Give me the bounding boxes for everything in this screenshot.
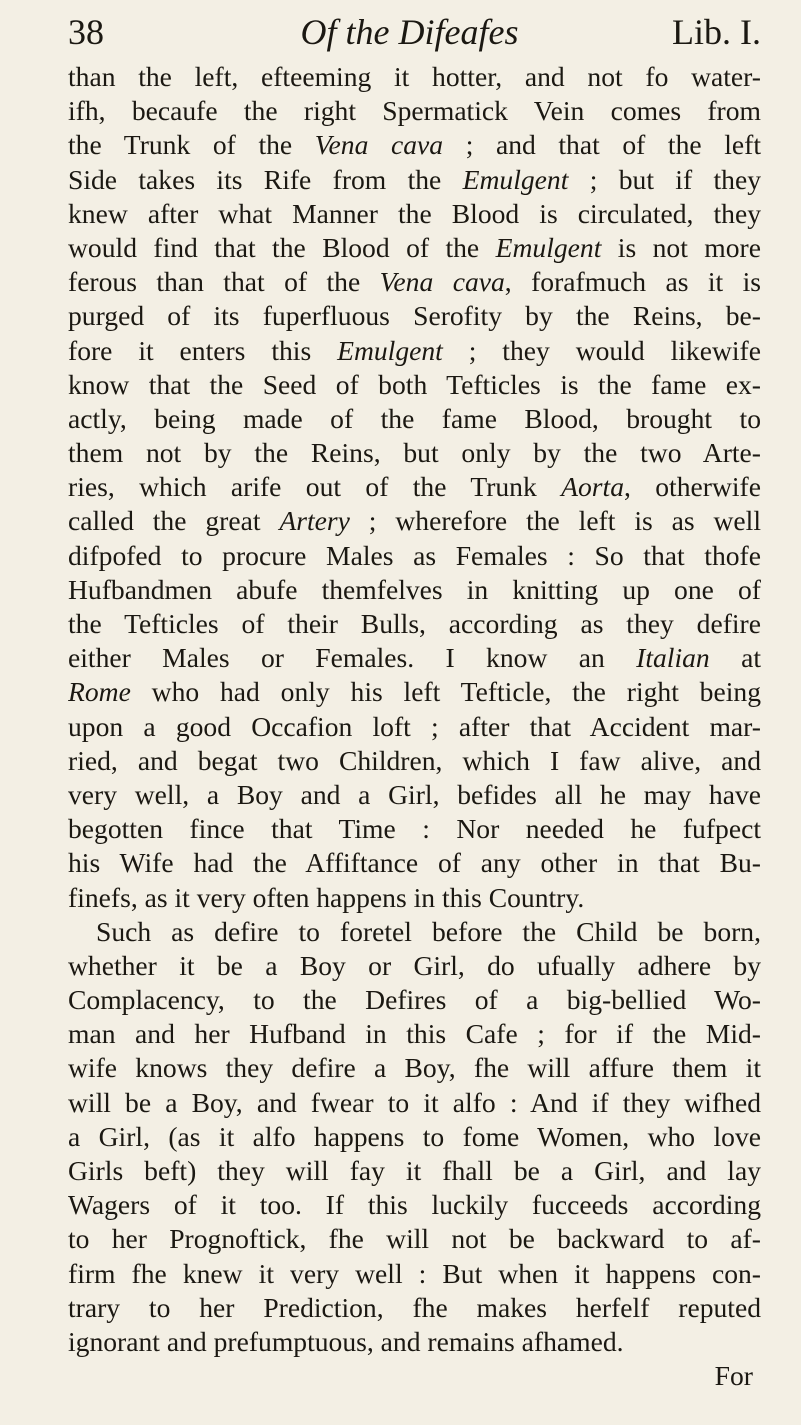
text-run: is not more	[601, 231, 761, 263]
text-line	[68, 334, 761, 368]
text-run: Wagers of it too. If this luckily fucceeds according	[68, 1189, 761, 1221]
text-line	[68, 1154, 761, 1188]
text-line	[68, 915, 761, 949]
catchword: For	[714, 1360, 753, 1392]
italic-text: Rome	[68, 676, 131, 708]
text-line	[68, 1051, 761, 1085]
text-run: wife knows they defire a Boy, fhe will affure them it	[68, 1052, 761, 1084]
text-line	[68, 470, 761, 504]
italic-text: Emulgent	[495, 231, 602, 263]
book-number: Lib. I.	[672, 12, 761, 52]
text-line	[68, 881, 761, 915]
text-run: Complacency, to the Defires of a big-bellied Wo-	[68, 984, 761, 1016]
text-run: firm fhe knew it very well : But when it happens con-	[68, 1257, 761, 1289]
text-line	[68, 641, 761, 675]
italic-text: Italian	[636, 642, 710, 674]
text-line	[68, 983, 761, 1017]
italic-text: Emulgent	[337, 334, 443, 366]
text-run: ignorant and prefumptuous, and remains afhamed.	[68, 1325, 624, 1357]
text-line	[68, 1017, 761, 1051]
text-line	[68, 163, 761, 197]
text-line	[68, 1291, 761, 1325]
text-run: who had only his left Tefticle, the right being	[130, 676, 761, 708]
text-line	[68, 197, 761, 231]
text-run: ; they would likewife	[442, 334, 761, 366]
text-line	[68, 1188, 761, 1222]
text-run: upon a good Occafion loft ; after that Accident mar-	[68, 710, 761, 742]
text-line	[68, 128, 761, 162]
text-line	[68, 94, 761, 128]
text-run: difpofed to procure Males as Females : So that thofe	[68, 539, 761, 571]
text-run: the Tefticles of their Bulls, according as they defire	[68, 608, 761, 639]
text-run: finefs, as it very often happens in this Country.	[68, 881, 585, 913]
text-run: either Males or Females. I know an	[68, 642, 637, 674]
text-run: to her Prognoftick, fhe will not be backward to af-	[68, 1223, 761, 1255]
text-line	[68, 265, 761, 299]
running-head	[68, 6, 761, 58]
text-line	[68, 812, 761, 846]
text-run: begotten fince that Time : Nor needed he fufpect	[68, 813, 761, 845]
text-run: than the left, efteeming it hotter, and not fo water-	[68, 61, 761, 92]
text-line	[68, 607, 761, 641]
text-line	[68, 436, 761, 470]
text-run: them not by the Reins, but only by the two Arte-	[68, 437, 761, 469]
text-run: the Trunk of the	[68, 129, 315, 161]
text-run: ; and that of the left	[443, 129, 761, 161]
italic-text: Vena cava	[379, 266, 505, 298]
italic-text: Emulgent	[462, 163, 569, 195]
text-line	[68, 1257, 761, 1291]
text-run: called the great	[68, 505, 280, 537]
page-number: 38	[68, 12, 104, 52]
text-run: trary to her Prediction, fhe makes herfelf reputed	[68, 1291, 761, 1323]
text-run: ifh, becaufe the right Spermatick Vein comes from	[68, 95, 761, 127]
text-run: his Wife had the Affiftance of any other in that Bu-	[68, 847, 761, 879]
text-run: whether it be a Boy or Girl, do ufually adhere by	[68, 949, 761, 981]
text-line	[68, 539, 761, 573]
text-line	[68, 402, 761, 436]
text-run: know that the Seed of both Tefticles is the fame ex-	[68, 368, 761, 400]
text-line	[68, 744, 761, 778]
text-run: ries, which arife out of the Trunk	[68, 471, 562, 503]
text-run: actly, being made of the fame Blood, brought to	[68, 402, 761, 434]
text-run: ried, and begat two Children, which I faw alive, and	[68, 744, 761, 776]
text-run: will be a Boy, and fwear to it alfo : And if they wifhed	[68, 1086, 761, 1118]
text-run: Girls beft) they will fay it fhall be a Girl, and lay	[68, 1155, 761, 1186]
text-run: ; wherefore the left is as well	[349, 505, 761, 537]
running-title: Of the Difeafes	[300, 12, 519, 52]
text-run: ; but if they	[568, 163, 761, 195]
text-run: Such as defire to foretel before the Child be born,	[96, 915, 761, 947]
text-run: man and her Hufband in this Cafe ; for if the Mid-	[68, 1018, 761, 1050]
text-line	[68, 573, 761, 607]
text-line	[68, 368, 761, 402]
text-line	[68, 1086, 761, 1120]
text-run: , forafmuch as it is	[504, 266, 761, 298]
text-line	[68, 231, 761, 265]
text-line	[68, 949, 761, 983]
text-run: a Girl, (as it alfo happens to fome Women, who love	[68, 1120, 761, 1152]
text-line	[68, 299, 761, 333]
text-run: fore it enters this	[68, 334, 338, 366]
text-run: Side takes its Rife from the	[68, 163, 463, 195]
italic-text: Vena cava	[314, 129, 444, 161]
body-text	[68, 60, 761, 1393]
text-line	[68, 778, 761, 812]
italic-text: Artery	[279, 505, 350, 537]
text-line	[68, 710, 761, 744]
text-run: , otherwife	[624, 471, 761, 503]
text-line	[68, 1120, 761, 1154]
text-line	[68, 60, 761, 94]
text-line	[68, 1222, 761, 1256]
text-run: knew after what Manner the Blood is circulated, they	[68, 197, 761, 229]
text-run: purged of its fuperfluous Serofity by the Reins, be-	[68, 300, 761, 332]
text-run: Hufbandmen abufe themfelves in knitting up one of	[68, 573, 761, 605]
text-run: at	[709, 642, 761, 674]
italic-text: Aorta	[561, 471, 624, 503]
text-line	[68, 1325, 761, 1359]
text-run: would find that the Blood of the	[68, 231, 496, 263]
text-run: ferous than that of the	[68, 266, 380, 298]
text-line	[68, 675, 761, 709]
text-line	[68, 846, 761, 880]
text-run: very well, a Boy and a Girl, befides all he may have	[68, 778, 761, 810]
text-line	[68, 504, 761, 538]
